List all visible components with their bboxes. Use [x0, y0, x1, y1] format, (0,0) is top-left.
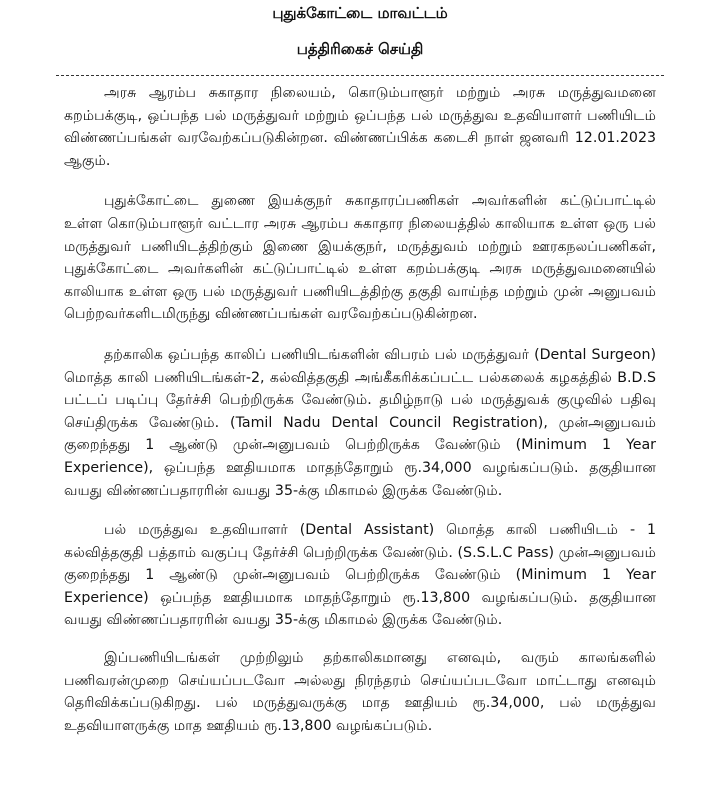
dashed-divider [56, 75, 664, 76]
paragraph-vacancy-details: புதுக்கோட்டை துணை இயக்குநர் சுகாதாரப்பணிகள் அவர்களின் கட்டுப்பாட்டில் உள்ள கொடும்பாளூர் வட்டார அரசு ஆரம்ப சுகாதார நிலையத்தில் காலியாக உள்ள ஒரு பல் மருத்துவர் பணியிடத்திற்கும் இணை இயக்குநர், மருத்துவம் மற்றும் ஊரகநலப்பணிகள், புதுக்கோட்டை அவர்களின் கட்டுப்பாட்டில் உள்ள கறம்பக்குடி அரசு மருத்துவமனையில் காலியாக உள்ள ஒரு பல் மருத்துவர் பணியிடத்திற்கு தகுதி வாய்ந்த மற்றும் முன் அனுபவம் பெற்றவர்களிடமிருந்து விண்ணப்பங்கள் வரவேற்கப்படுகின்றன. [64, 193, 656, 323]
paragraph-dental-assistant: பல் மருத்துவ உதவியாளர் (Dental Assistant) மொத்த காலி பணியிடம் - 1 கல்வித்தகுதி பத்தாம் வகுப்பு தேர்ச்சி பெற்றிருக்க வேண்டும். (S.S.L.C Pass) முன்அனுபவம் குறைந்தது 1 ஆண்டு முன்அனுபவம் பெற்றிருக்க வேண்டும் (Minimum 1 Year Experience) ஒப்பந்த ஊதியமாக மாதந்தோறும் ரூ.13,800 வழங்கப்படும். தகுதியான வயது விண்ணப்பதாரரின் வயது 35-க்கு மிகாமல் இருக்க வேண்டும். [64, 522, 656, 629]
district-heading: புதுக்கோட்டை மாவட்டம் [272, 4, 448, 22]
paragraph-terms: இப்பணியிடங்கள் முற்றிலும் தற்காலிகமானது எனவும், வரும் காலங்களில் பணிவரன்முறை செய்யப்படவோ அல்லது நிரந்தரம் செய்யப்படவோ மாட்டாது எனவும் தெரிவிக்கப்படுகிறது. பல் மருத்துவருக்கு மாத ஊதியம் ரூ.34,000, பல் மருத்துவ உதவியாளருக்கு மாத ஊதியம் ரூ.13,800 வழங்கப்படும். [64, 650, 656, 734]
paragraph-announcement: அரசு ஆரம்ப சுகாதார நிலையம், கொடும்பாளூர் மற்றும் அரசு மருத்துவமனை கறம்பக்குடி, ஒப்பந்த பல் மருத்துவர் மற்றும் ஒப்பந்த பல் மருத்துவ உதவியாளர் பணியிடம் விண்ணப்பங்கள் வரவேற்கப்படுகின்றன. விண்ணப்பிக்க கடைசி நாள் ஜனவரி 12.01.2023 ஆகும். [64, 85, 656, 169]
press-release-title: பத்திரிகைச் செய்தி [296, 40, 424, 58]
paragraph-dental-surgeon: தற்காலிக ஒப்பந்த காலிப் பணியிடங்களின் விபரம் பல் மருத்துவர் (Dental Surgeon) மொத்த காலி பணியிடங்கள்-2, கல்வித்தகுதி அங்கீகரிக்கப்பட்ட பல்கலைக் கழகத்தில் B.D.S பட்டப் படிப்பு தேர்ச்சி பெற்றிருக்க வேண்டும். தமிழ்நாடு பல் மருத்துவக் குழுவில் பதிவு செய்திருக்க வேண்டும். (Tamil Nadu Dental Council Registration), முன்அனுபவம் குறைந்தது 1 ஆண்டு முன்அனுபவம் பெற்றிருக்க வேண்டும் (Minimum 1 Year Experience), ஒப்பந்த ஊதியமாக மாதந்தோறும் ரூ.34,000 வழங்கப்படும். தகுதியான வயது விண்ணப்பதாரரின் வயது 35-க்கு மிகாமல் இருக்க வேண்டும். [64, 346, 656, 499]
